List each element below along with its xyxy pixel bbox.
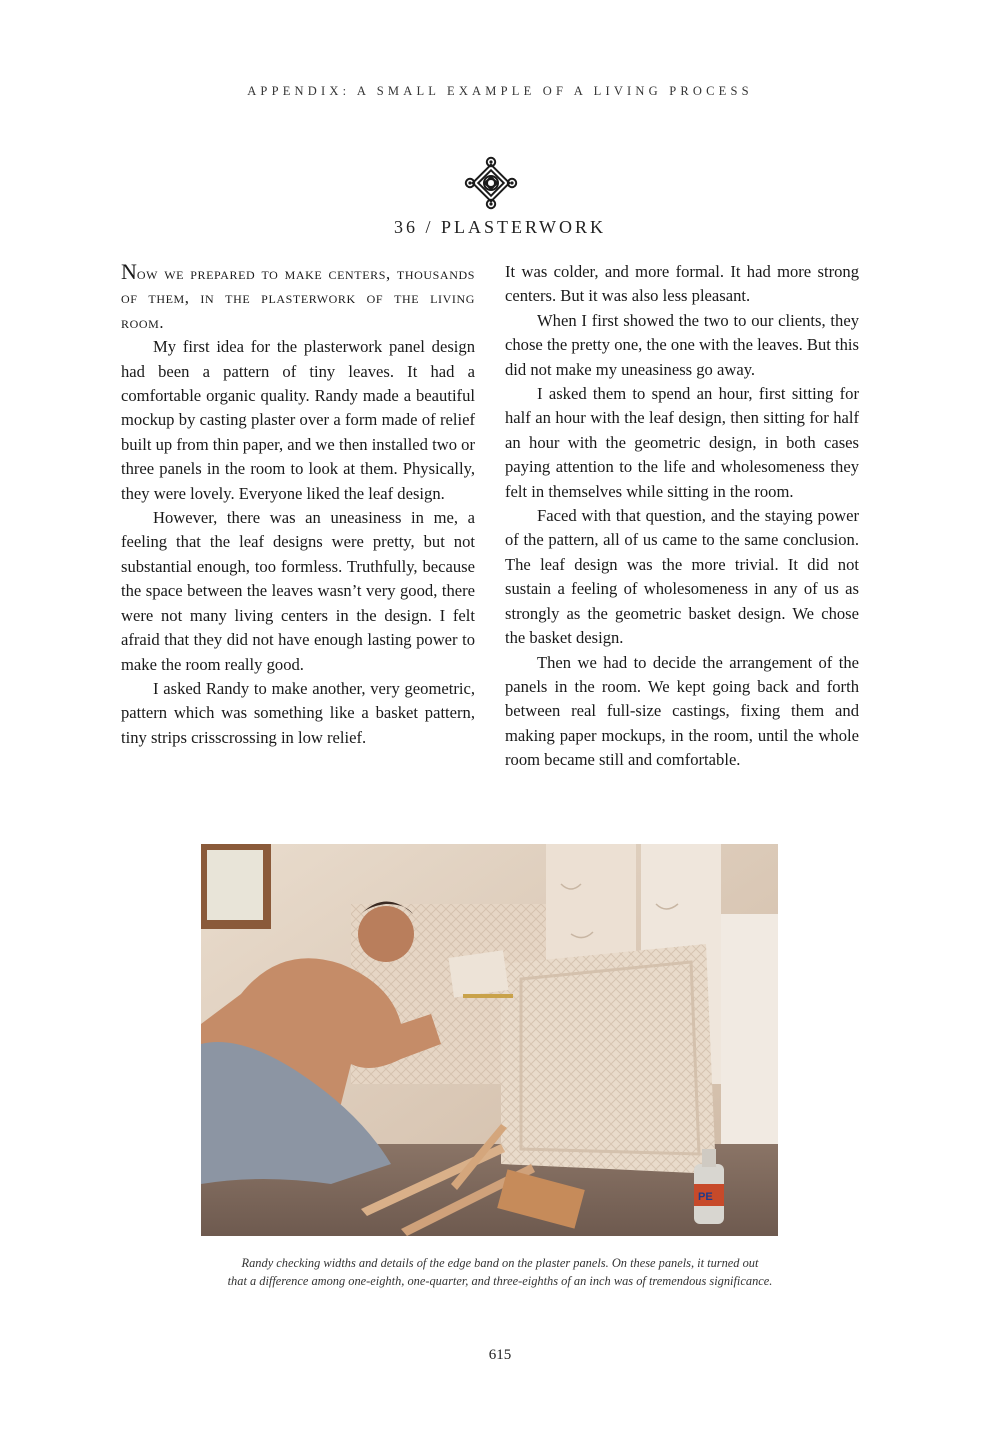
- paragraph: My first idea for the plasterwork panel design had been a pattern of tiny leaves. It had a comfortable organic quality. Randy made a beautiful mockup by casting plaster over a form made of relief built up from thin paper, and we then installed two or three panels in the room to look at them. Physically, they were lovely. Everyone liked the leaf design.: [121, 337, 475, 503]
- paragraph: I asked Randy to make another, very geometric, pattern which was something like a basket pattern, tiny strips crisscrossing in low relief.: [121, 678, 475, 747]
- running-head: APPENDIX: A SMALL EXAMPLE OF A LIVING PROCESS: [247, 84, 753, 98]
- chapter-title: 36 / PLASTERWORK: [393, 217, 606, 237]
- left-column: [121, 260, 475, 773]
- celtic-knot-ornament-icon: [464, 156, 518, 210]
- photo-caption: [120, 1254, 880, 1290]
- paragraph: Then we had to decide the arrangement of the panels in the room. We kept going back and forth between real full-size castings, fixing them and making paper mockups, in the room, until the whole room became still and comfortable.: [505, 652, 859, 770]
- opening-initial: N: [121, 259, 137, 284]
- page-number: 615: [488, 1347, 512, 1363]
- bottle-label: PE: [698, 1191, 713, 1203]
- caption-line: Randy checking widths and details of the edge band on the plaster panels. On these panels, it turned out: [241, 1256, 759, 1270]
- paragraph: When I first showed the two to our clients, they chose the pretty one, the one with the leaves. But this did not make my uneasiness go away.: [505, 310, 859, 379]
- body-text: [121, 260, 859, 773]
- continuation-paragraph: It was colder, and more formal. It had more strong centers. But it was also less pleasant.: [505, 262, 859, 306]
- paragraph: However, there was an uneasiness in me, a feeling that the leaf designs were pretty, but not substantial enough, too formless. Truthfully, because the space between the leaves wasn’t very good, there were not many living centers in the design. I felt afraid that they did not have enough lasting power to make the room really good.: [121, 508, 475, 674]
- paragraph: I asked them to spend an hour, first sitting for half an hour with the leaf design, then sitting for half an hour with the geometric design, in both cases paying attention to the life and wholesomeness they felt in themselves while sitting in the room.: [505, 384, 859, 501]
- right-column: [505, 260, 859, 773]
- photo-randy-plaster-panels: [201, 844, 778, 1236]
- opening-smallcaps: ow we prepared to make centers, thousands of them, in the plasterwork of the living room.: [121, 264, 475, 332]
- paragraph: Faced with that question, and the staying power of the pattern, all of us came to the same conclusion. The leaf design was the more trivial. It did not sustain a feeling of wholesomeness in any of us as strongly as the geometric basket design. We chose the basket design.: [505, 506, 859, 648]
- opening-paragraph: [121, 260, 475, 335]
- caption-line: that a difference among one-eighth, one-quarter, and three-eighths of an inch was of tremendous significance.: [227, 1274, 773, 1288]
